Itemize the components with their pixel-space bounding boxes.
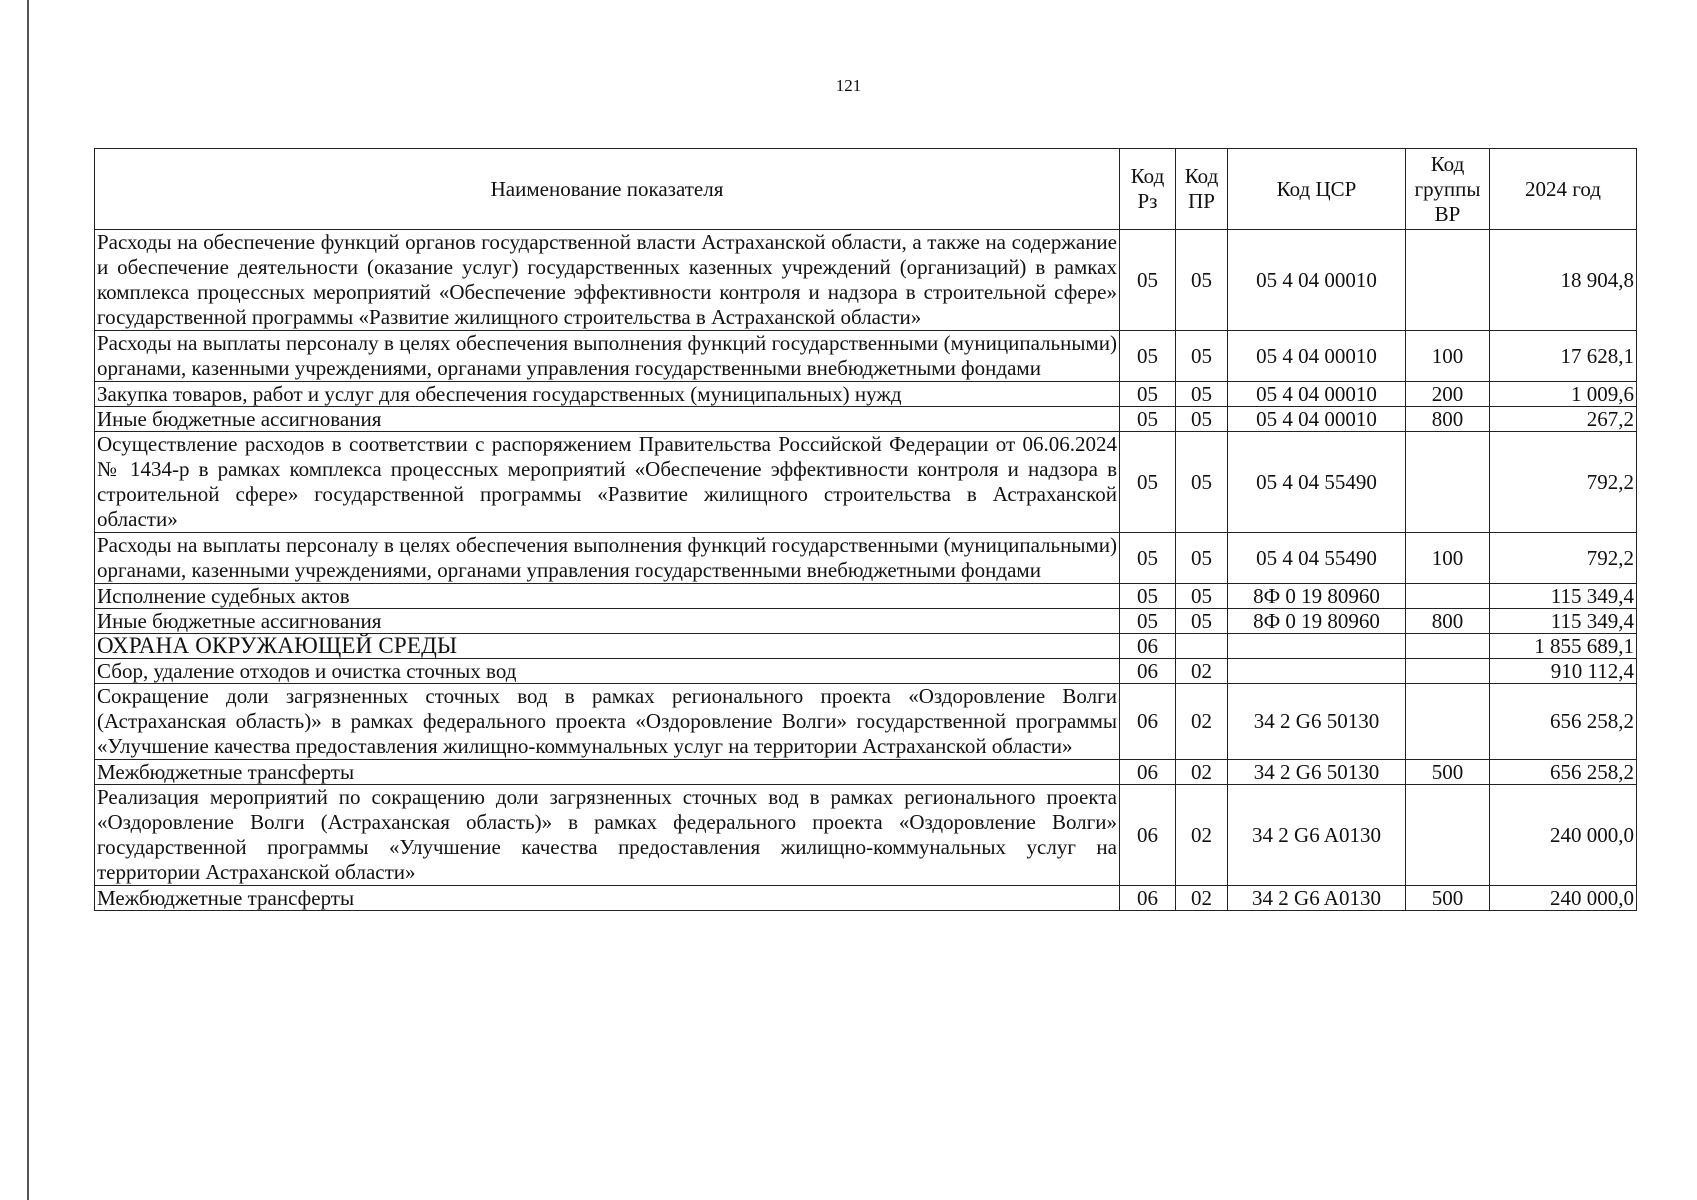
cell-sum: 656 258,2	[1490, 684, 1637, 760]
header-name: Наименование показателя	[95, 149, 1120, 230]
cell-pr: 05	[1176, 533, 1228, 584]
table-row	[95, 684, 1637, 760]
table-header	[95, 149, 1637, 230]
cell-rz: 05	[1120, 609, 1176, 634]
header-vr: Код группы ВР	[1406, 149, 1490, 230]
table-row	[95, 785, 1637, 886]
cell-rz: 05	[1120, 432, 1176, 533]
table-row	[95, 634, 1637, 659]
cell-pr: 02	[1176, 760, 1228, 785]
cell-sum: 240 000,0	[1490, 785, 1637, 886]
cell-rz: 05	[1120, 331, 1176, 382]
cell-sum: 17 628,1	[1490, 331, 1637, 382]
cell-vr	[1406, 432, 1490, 533]
cell-csr: 05 4 04 55490	[1228, 432, 1406, 533]
header-rz: Код Рз	[1120, 149, 1176, 230]
cell-sum: 910 112,4	[1490, 659, 1637, 684]
cell-sum: 792,2	[1490, 432, 1637, 533]
cell-rz: 05	[1120, 533, 1176, 584]
table-row	[95, 407, 1637, 432]
cell-sum: 240 000,0	[1490, 886, 1637, 911]
cell-sum: 1 009,6	[1490, 382, 1637, 407]
cell-vr: 100	[1406, 533, 1490, 584]
cell-pr: 05	[1176, 432, 1228, 533]
page-number: 121	[835, 76, 862, 95]
cell-rz: 05	[1120, 382, 1176, 407]
cell-sum: 267,2	[1490, 407, 1637, 432]
cell-rz: 06	[1120, 659, 1176, 684]
cell-vr	[1406, 584, 1490, 609]
page-binding-line	[27, 0, 29, 1200]
cell-name: Осуществление расходов в соответствии с распоряжением Правительства Российской Федерации от 06.06.2024 № 1434-р в рамках комплекса процессных мероприятий «Обеспечение эффективности контроля и надзора в строительной сфере» государственной программы «Развитие жилищного строительства в Астраханской области»	[95, 432, 1120, 533]
cell-pr: 02	[1176, 659, 1228, 684]
cell-csr: 8Ф 0 19 80960	[1228, 609, 1406, 634]
cell-pr: 05	[1176, 584, 1228, 609]
cell-pr: 02	[1176, 886, 1228, 911]
cell-csr: 05 4 04 00010	[1228, 382, 1406, 407]
cell-name: ОХРАНА ОКРУЖАЮЩЕЙ СРЕДЫ	[95, 634, 1120, 659]
header-csr: Код ЦСР	[1228, 149, 1406, 230]
cell-vr	[1406, 230, 1490, 331]
cell-rz: 06	[1120, 634, 1176, 659]
cell-sum: 18 904,8	[1490, 230, 1637, 331]
cell-rz: 06	[1120, 760, 1176, 785]
table-row	[95, 609, 1637, 634]
header-row	[95, 149, 1637, 230]
cell-vr: 100	[1406, 331, 1490, 382]
cell-vr	[1406, 684, 1490, 760]
cell-name: Межбюджетные трансферты	[95, 760, 1120, 785]
cell-name: Межбюджетные трансферты	[95, 886, 1120, 911]
cell-csr: 05 4 04 55490	[1228, 533, 1406, 584]
cell-vr: 200	[1406, 382, 1490, 407]
cell-name: Расходы на обеспечение функций органов государственной власти Астраханской области, а также на содержание и обеспечение деятельности (оказание услуг) государственных казенных учреждений (организаций) в рамках комплекса процессных мероприятий «Обеспечение эффективности контроля и надзора в строительной сфере» государственной программы «Развитие жилищного строительства в Астраханской области»	[95, 230, 1120, 331]
table-row	[95, 886, 1637, 911]
cell-name: Реализация мероприятий по сокращению доли загрязненных сточных вод в рамках регионального проекта «Оздоровление Волги (Астраханская область)» в рамках федерального проекта «Оздоровление Волги» государственной программы «Улучшение качества предоставления жилищно-коммунальных услуг на территории Астраханской области»	[95, 785, 1120, 886]
cell-name: Исполнение судебных актов	[95, 584, 1120, 609]
cell-csr	[1228, 659, 1406, 684]
header-pr: Код ПР	[1176, 149, 1228, 230]
table-row	[95, 760, 1637, 785]
cell-name: Иные бюджетные ассигнования	[95, 609, 1120, 634]
cell-name: Сбор, удаление отходов и очистка сточных вод	[95, 659, 1120, 684]
table-row	[95, 584, 1637, 609]
cell-pr: 05	[1176, 331, 1228, 382]
cell-rz: 06	[1120, 684, 1176, 760]
cell-pr: 05	[1176, 609, 1228, 634]
cell-name: Расходы на выплаты персоналу в целях обеспечения выполнения функций государственными (муниципальными) органами, казенными учреждениями, органами управления государственными внебюджетными фондами	[95, 331, 1120, 382]
cell-sum: 115 349,4	[1490, 584, 1637, 609]
cell-csr: 34 2 G6 A0130	[1228, 785, 1406, 886]
cell-pr	[1176, 634, 1228, 659]
table-body	[95, 230, 1637, 911]
cell-pr: 02	[1176, 684, 1228, 760]
cell-name: Закупка товаров, работ и услуг для обеспечения государственных (муниципальных) нужд	[95, 382, 1120, 407]
cell-vr: 800	[1406, 609, 1490, 634]
cell-rz: 05	[1120, 584, 1176, 609]
cell-csr: 05 4 04 00010	[1228, 407, 1406, 432]
cell-csr	[1228, 634, 1406, 659]
cell-csr: 34 2 G6 50130	[1228, 760, 1406, 785]
cell-name: Иные бюджетные ассигнования	[95, 407, 1120, 432]
cell-name: Сокращение доли загрязненных сточных вод в рамках регионального проекта «Оздоровление Волги (Астраханская область)» в рамках федерального проекта «Оздоровление Волги» государственной программы «Улучшение качества предоставления жилищно-коммунальных услуг на территории Астраханской области»	[95, 684, 1120, 760]
table-row	[95, 230, 1637, 331]
cell-sum: 792,2	[1490, 533, 1637, 584]
cell-vr: 500	[1406, 760, 1490, 785]
cell-vr	[1406, 785, 1490, 886]
cell-vr	[1406, 634, 1490, 659]
cell-sum: 115 349,4	[1490, 609, 1637, 634]
cell-vr: 800	[1406, 407, 1490, 432]
cell-rz: 05	[1120, 230, 1176, 331]
cell-pr: 02	[1176, 785, 1228, 886]
cell-csr: 34 2 G6 50130	[1228, 684, 1406, 760]
header-sum: 2024 год	[1490, 149, 1637, 230]
cell-sum: 656 258,2	[1490, 760, 1637, 785]
cell-csr: 8Ф 0 19 80960	[1228, 584, 1406, 609]
cell-csr: 05 4 04 00010	[1228, 331, 1406, 382]
cell-sum: 1 855 689,1	[1490, 634, 1637, 659]
table-row	[95, 331, 1637, 382]
budget-table	[94, 148, 1637, 911]
cell-vr	[1406, 659, 1490, 684]
cell-vr: 500	[1406, 886, 1490, 911]
cell-csr: 34 2 G6 A0130	[1228, 886, 1406, 911]
cell-pr: 05	[1176, 382, 1228, 407]
table-row	[95, 432, 1637, 533]
cell-pr: 05	[1176, 230, 1228, 331]
cell-csr: 05 4 04 00010	[1228, 230, 1406, 331]
cell-pr: 05	[1176, 407, 1228, 432]
cell-rz: 06	[1120, 886, 1176, 911]
table-row	[95, 659, 1637, 684]
table-row	[95, 382, 1637, 407]
cell-name: Расходы на выплаты персоналу в целях обеспечения выполнения функций государственными (муниципальными) органами, казенными учреждениями, органами управления государственными внебюджетными фондами	[95, 533, 1120, 584]
table-row	[95, 533, 1637, 584]
cell-rz: 06	[1120, 785, 1176, 886]
cell-rz: 05	[1120, 407, 1176, 432]
